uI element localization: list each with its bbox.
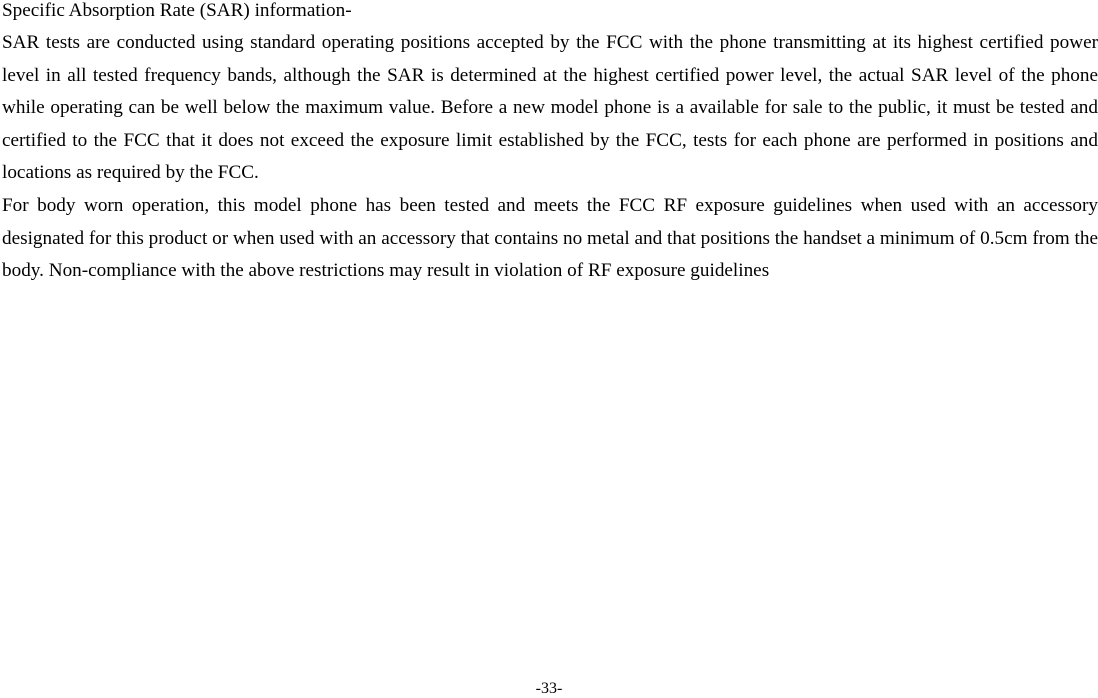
paragraph-sar-tests: SAR tests are conducted using standard operating positions accepted by the FCC with the phone transmitting at its highest certified power level in all tested frequency bands, although the SAR is determined at the highest certified power level, the actual SAR level of the phone while operating can be well below the maximum value. Before a new model phone is a available for sale to the public, it must be tested and certified to the FCC that it does not exceed the exposure limit established by the FCC, tests for each phone are performed in positions and locations as required by the FCC. [2,32,1098,184]
document-body [2,0,1098,288]
paragraph-body-worn: For body worn operation, this model phone has been tested and meets the FCC RF exposure guidelines when used with an accessory designated for this product or when used with an accessory that contains no metal and that positions the handset a minimum of 0.5cm from the body. Non-compliance with the above restrictions may result in violation of RF exposure guidelines [2,194,1098,282]
section-heading: Specific Absorption Rate (SAR) information- [2,0,352,21]
page-number: -33- [535,680,563,697]
